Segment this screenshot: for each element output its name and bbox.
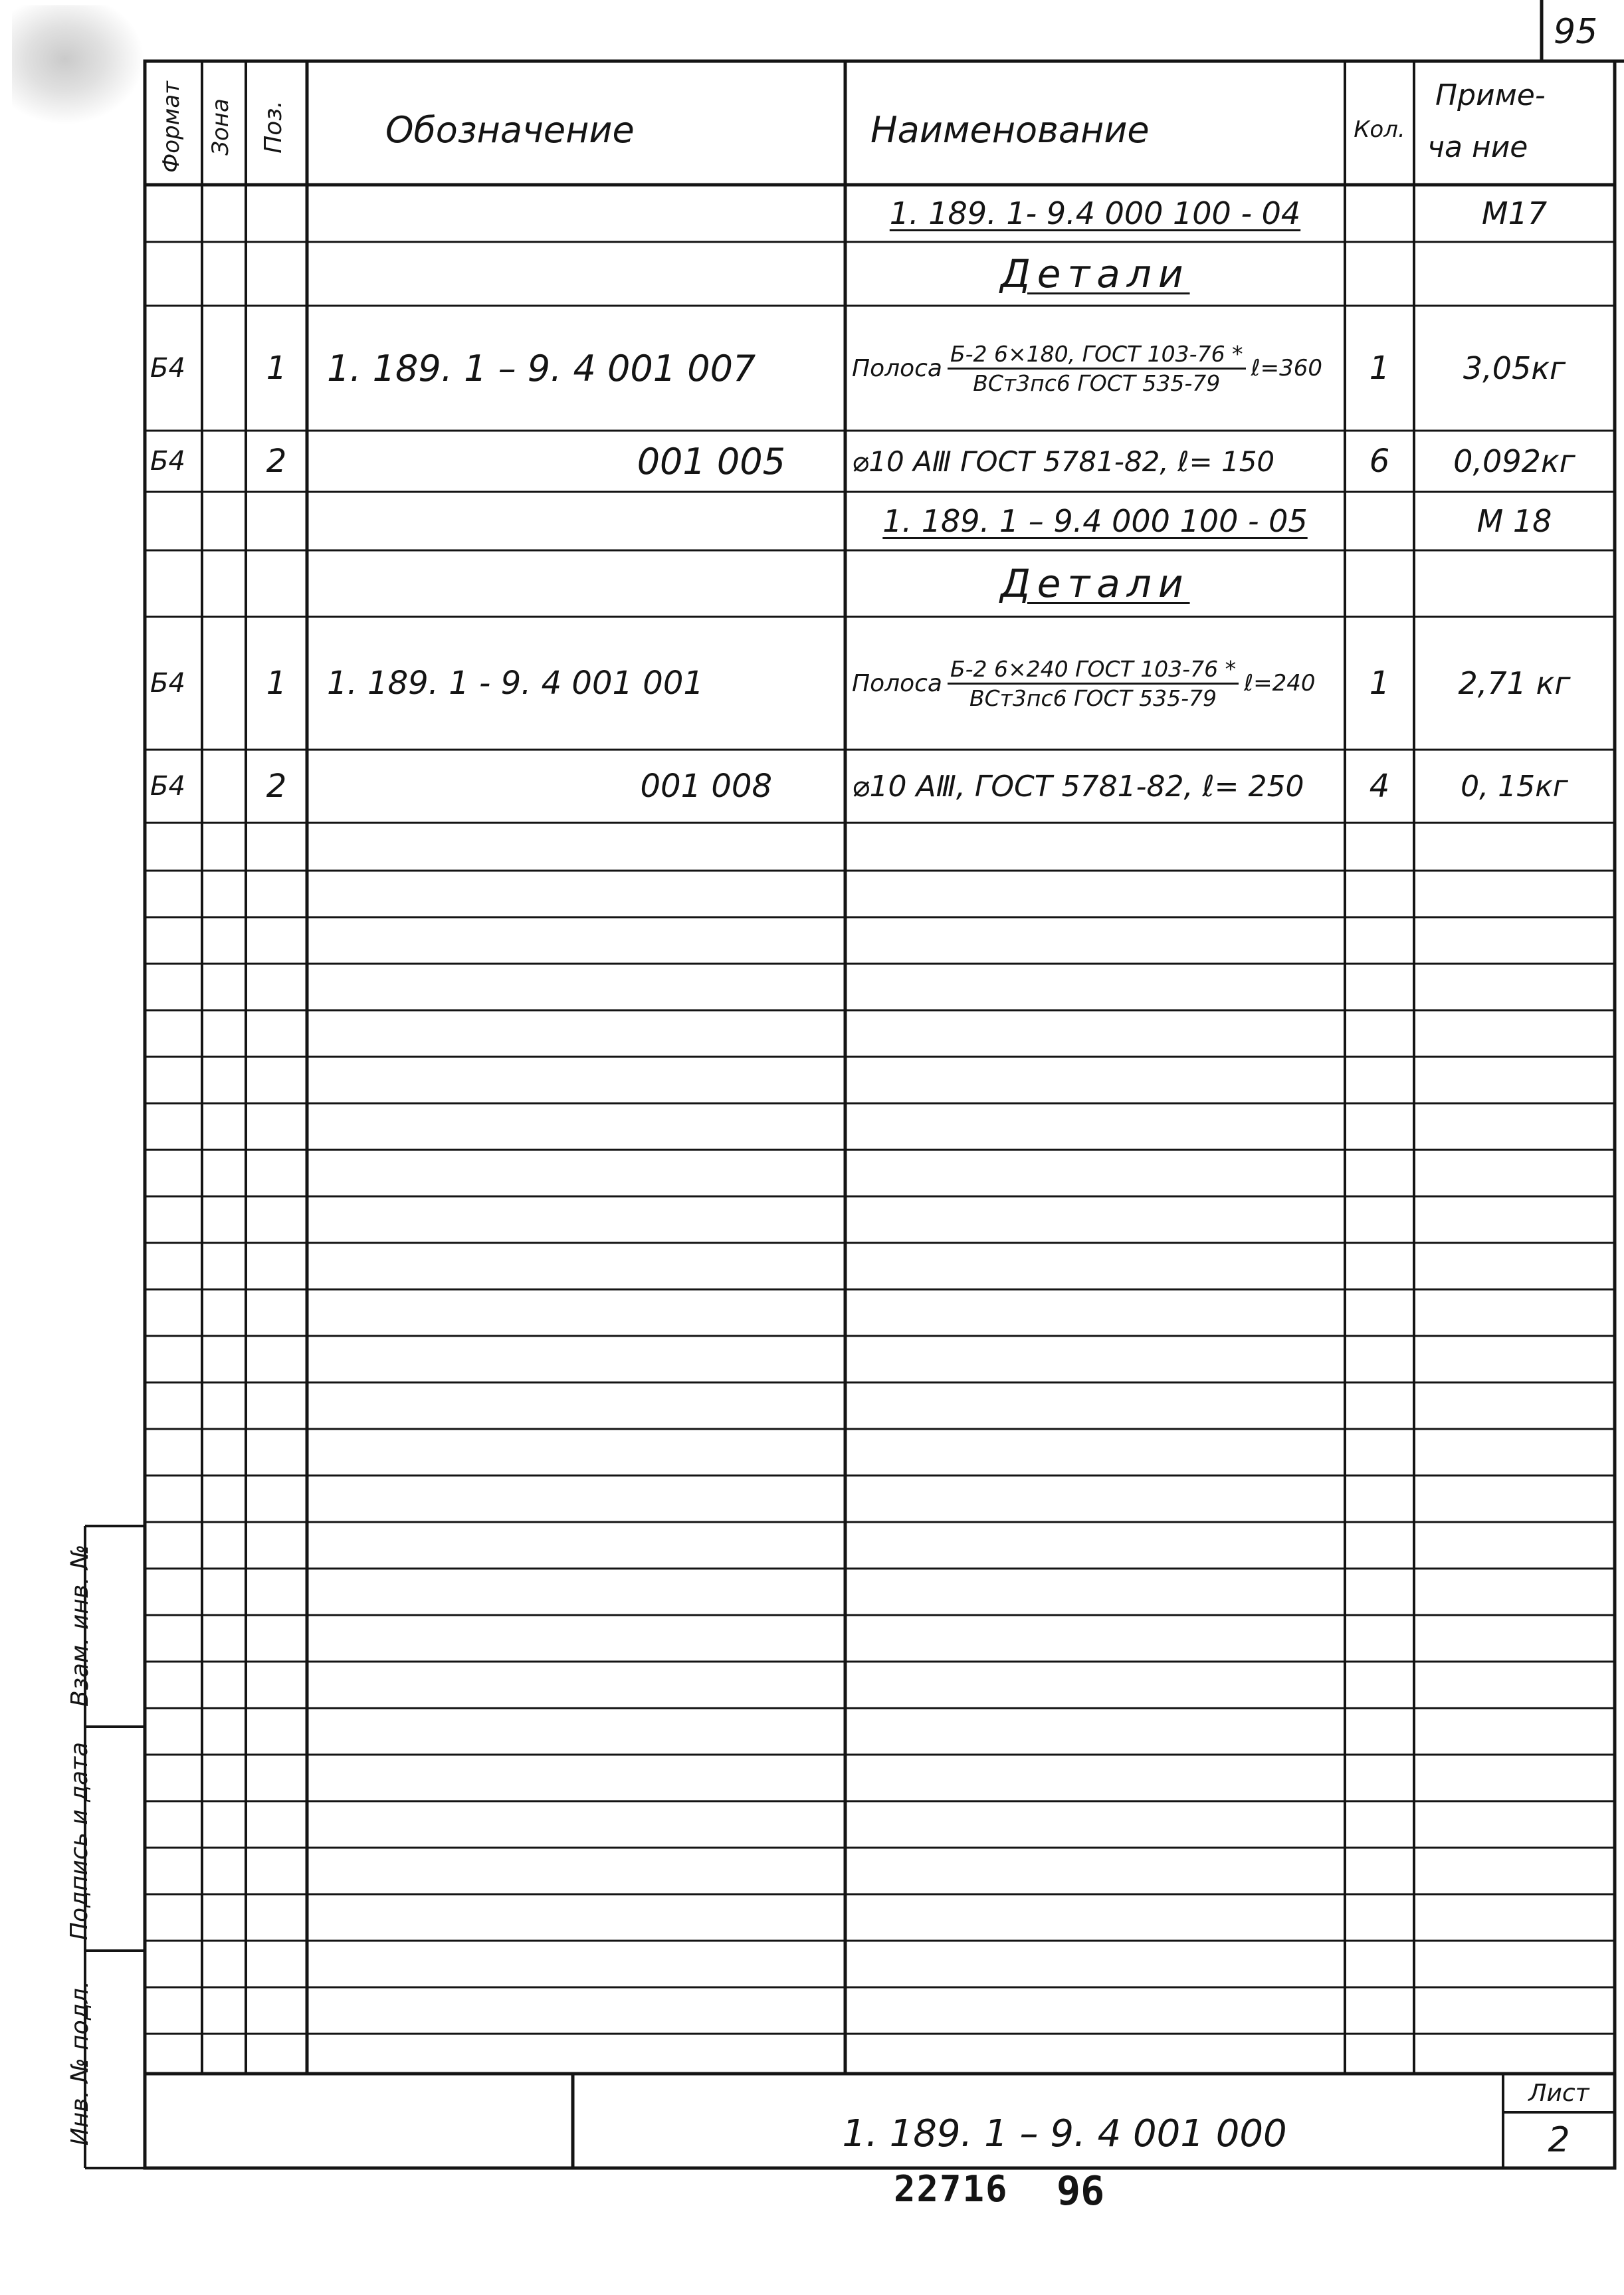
header-zone: Зона (207, 98, 234, 156)
side-label-vzam-inv: Взам. инв. № (66, 1544, 94, 1707)
row-6-name-num: Б-2 6×240 ГОСТ 103-76 * (948, 658, 1239, 685)
page-number: 95 (1554, 12, 1598, 52)
row-1-name: Детали (1000, 251, 1190, 296)
row-3-format: Б4 (150, 446, 185, 477)
row-3-name: ⌀10 АⅢ ГОСТ 5781-82, ℓ= 150 (852, 445, 1275, 478)
title-block-sheet-number: 2 (1548, 2120, 1570, 2160)
row-7-pos: 2 (266, 768, 287, 805)
title-block-sheet-label: Лист (1528, 2079, 1589, 2107)
header-pos: Поз. (260, 100, 287, 154)
row-6-name-den: ВСт3пс6 ГОСТ 535-79 (969, 685, 1217, 711)
row-6-format: Б4 (150, 668, 185, 699)
header-note-line1: Приме- (1435, 78, 1546, 112)
row-7-designation: 001 008 (640, 768, 772, 805)
row-6-pos: 1 (266, 665, 287, 702)
row-3-designation: 001 005 (637, 440, 785, 483)
row-3-qty: 6 (1369, 443, 1390, 480)
row-7-note: 0, 15кг (1461, 769, 1568, 804)
row-0-note: М17 (1481, 195, 1548, 231)
title-block-designation: 1. 189. 1 – 9. 4 001 000 (842, 2112, 1287, 2155)
row-2-name (852, 306, 1345, 431)
row-6-name-prefix: Полоса (852, 669, 942, 697)
row-6-qty: 1 (1369, 665, 1390, 702)
row-6-designation: 1. 189. 1 - 9. 4 001 001 (327, 665, 704, 702)
side-label-podpis-data: Подпись и дата (66, 1741, 93, 1941)
header-name: Наименование (870, 108, 1150, 151)
row-6-name-fraction (948, 655, 1239, 711)
footer-number: 96 (1057, 2168, 1105, 2215)
row-4-name: 1. 189. 1 – 9.4 000 100 - 05 (882, 503, 1308, 539)
row-2-name-den: ВСт3пс6 ГОСТ 535-79 (973, 370, 1221, 396)
footer-code: 22716 (894, 2168, 1009, 2210)
row-6-note: 2,71 кг (1458, 665, 1571, 701)
row-6-name (852, 617, 1345, 750)
row-2-format: Б4 (150, 353, 185, 383)
row-5-name: Детали (1000, 561, 1190, 606)
header-note-line2: ча ние (1427, 130, 1528, 164)
row-6-name-suffix: ℓ=240 (1244, 670, 1316, 697)
row-4-note: М 18 (1476, 503, 1552, 539)
row-7-qty: 4 (1369, 768, 1390, 805)
row-2-designation: 1. 189. 1 – 9. 4 001 007 (327, 347, 756, 389)
header-qty: Кол. (1354, 116, 1405, 143)
header-designation: Обозначение (385, 108, 635, 151)
row-0-name: 1. 189. 1- 9.4 000 100 - 04 (889, 195, 1301, 231)
row-2-pos: 1 (266, 350, 287, 387)
row-7-format: Б4 (150, 771, 185, 802)
row-2-name-num: Б-2 6×180, ГОСТ 103-76 * (948, 343, 1246, 370)
row-3-note: 0,092кг (1453, 443, 1575, 479)
row-3-pos: 2 (266, 443, 287, 480)
row-2-name-prefix: Полоса (852, 354, 942, 382)
row-7-name: ⌀10 АⅢ, ГОСТ 5781-82, ℓ= 250 (852, 769, 1304, 804)
row-2-name-suffix: ℓ=360 (1251, 355, 1322, 382)
row-2-note: 3,05кг (1463, 350, 1566, 386)
row-2-name-fraction (948, 340, 1246, 396)
header-format: Формат (158, 81, 185, 173)
row-2-qty: 1 (1369, 350, 1390, 387)
side-label-inv-podl: Инв. № подл. (66, 1980, 94, 2146)
